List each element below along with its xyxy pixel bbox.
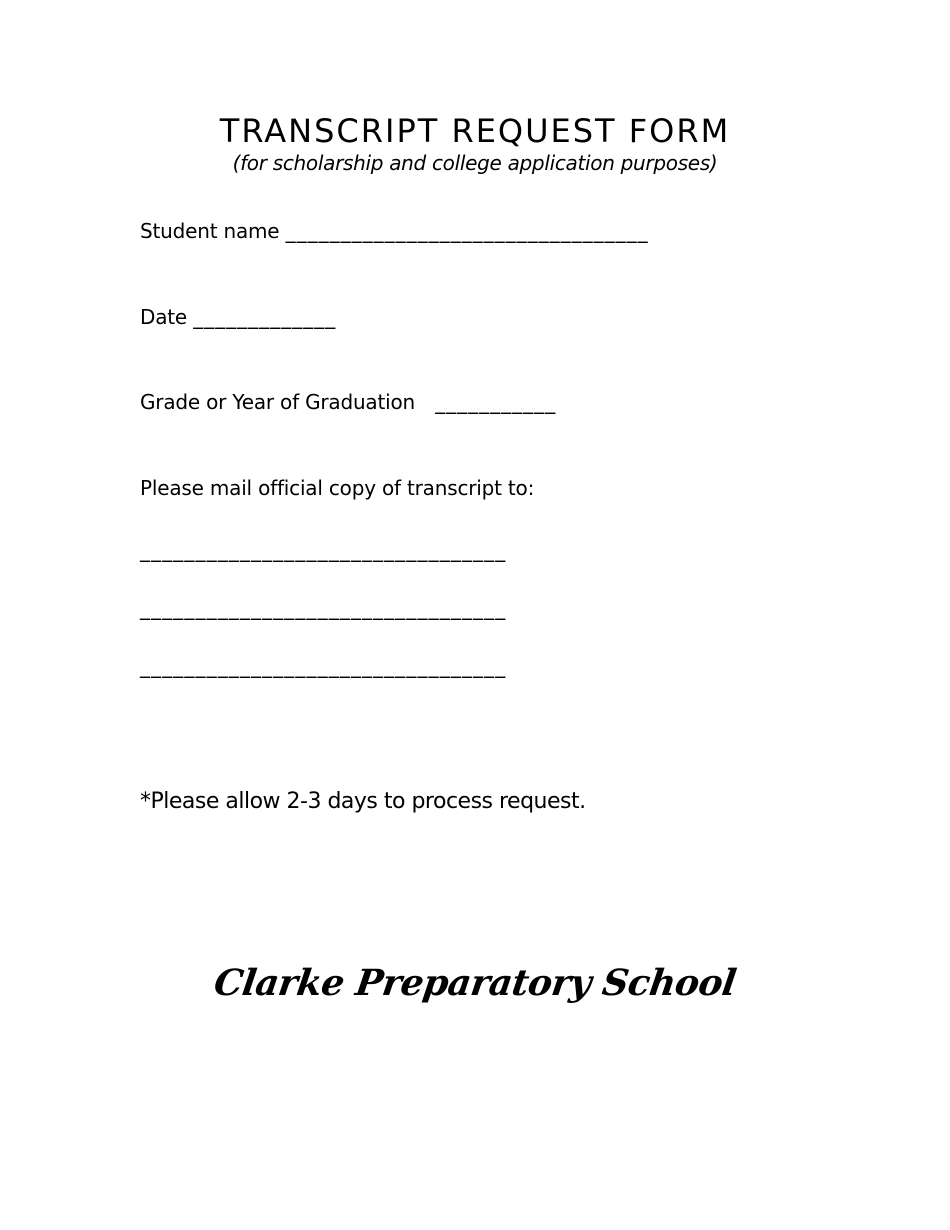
date-blank[interactable]: _____________	[193, 305, 337, 329]
date-field	[140, 305, 336, 329]
address-line-2[interactable]: _________________________________	[140, 596, 507, 620]
graduation-blank[interactable]: ___________	[435, 390, 557, 414]
address-line-3[interactable]: _________________________________	[140, 654, 507, 678]
school-name-logo: Clarke Preparatory School	[211, 962, 739, 1004]
mail-label: Please mail official copy of transcript to:	[140, 476, 535, 500]
processing-note: *Please allow 2-3 days to process request.	[140, 789, 586, 814]
form-title: TRANSCRIPT REQUEST FORM	[219, 112, 731, 150]
student-name-label: Student name	[140, 219, 280, 243]
graduation-label: Grade or Year of Graduation	[140, 390, 416, 414]
address-line-1[interactable]: _________________________________	[140, 538, 507, 562]
form-subtitle: (for scholarship and college application purposes)	[232, 151, 718, 175]
graduation-field	[140, 390, 556, 414]
student-name-blank[interactable]: _________________________________	[285, 219, 649, 243]
student-name-field	[140, 219, 649, 243]
date-label: Date	[140, 305, 188, 329]
